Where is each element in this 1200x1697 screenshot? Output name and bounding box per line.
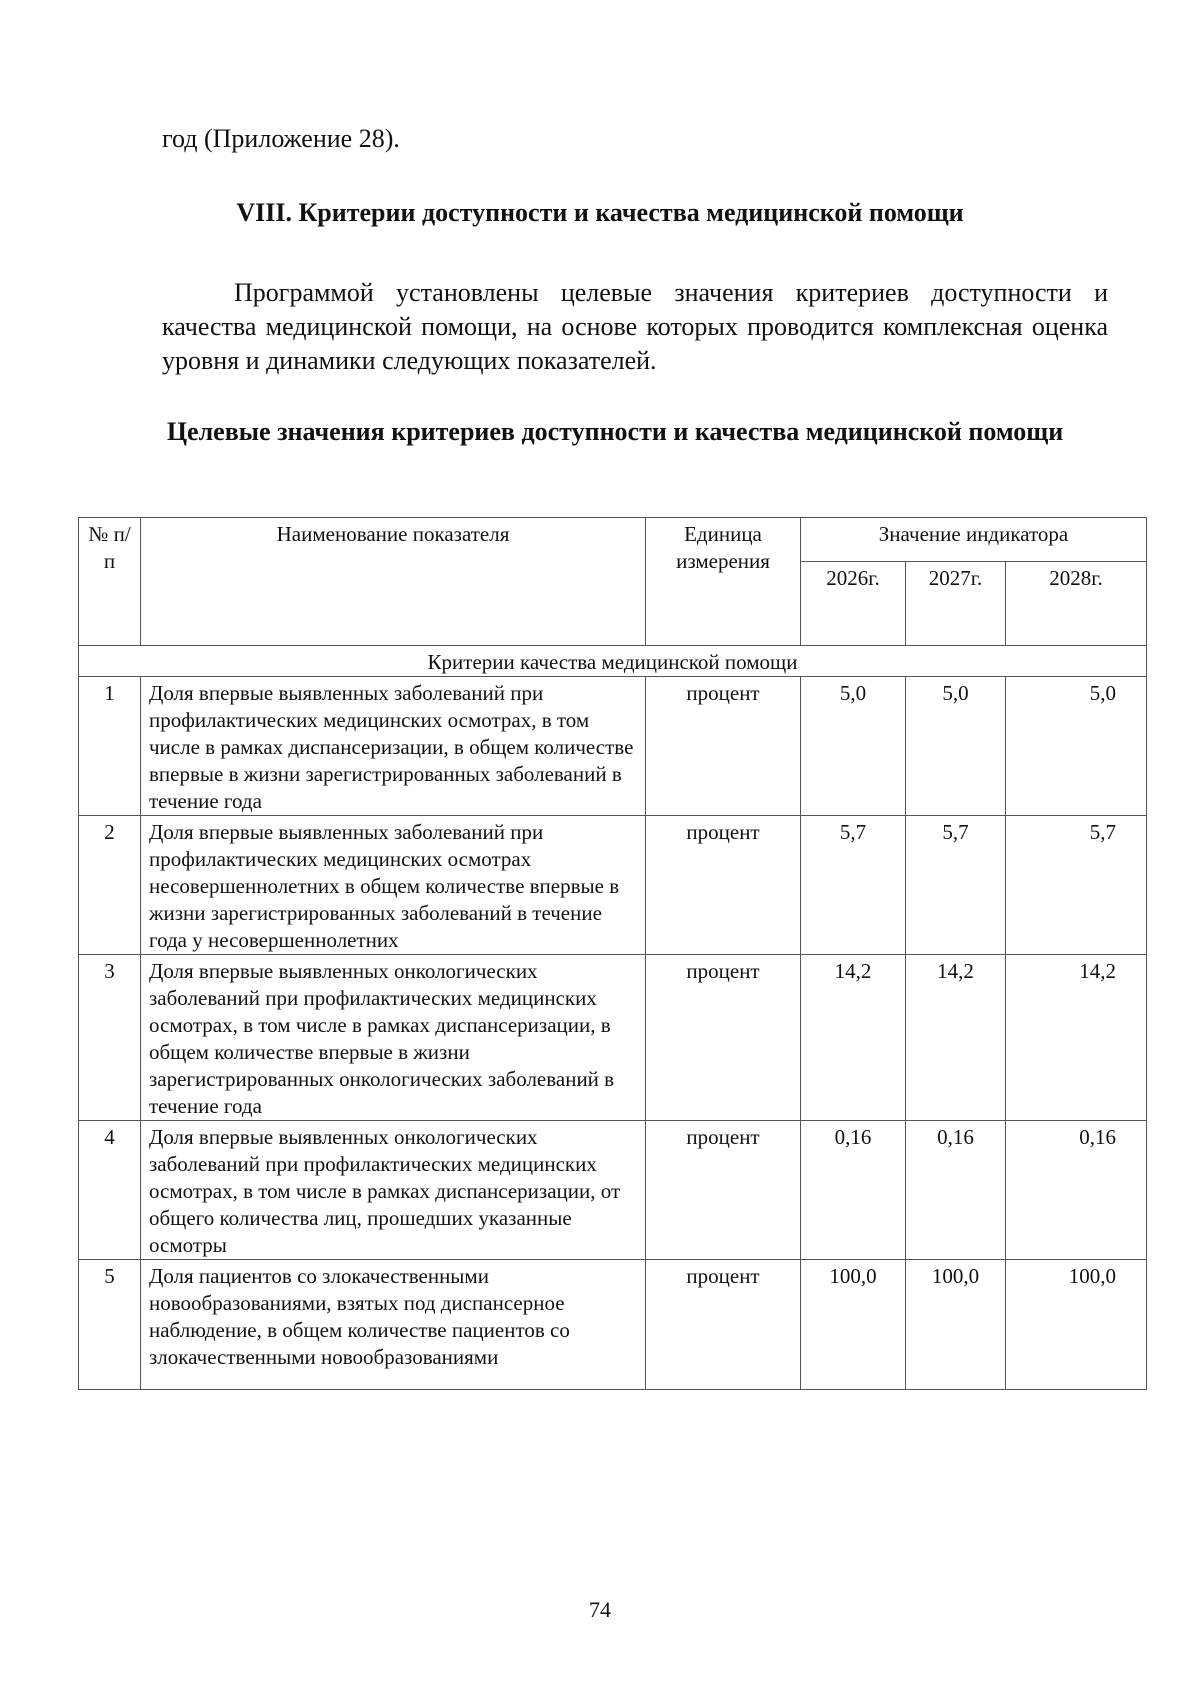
row-value-2028: 5,7	[1006, 816, 1147, 955]
section-heading: VIII. Критерии доступности и качества медицинской помощи	[236, 198, 964, 227]
row-value-2026: 0,16	[801, 1121, 906, 1260]
row-num: 2	[79, 816, 141, 955]
row-unit: процент	[646, 955, 801, 1121]
row-unit: процент	[646, 1121, 801, 1260]
row-value-2027: 100,0	[906, 1260, 1006, 1390]
intro-line: год (Приложение 28).	[162, 124, 400, 153]
row-num: 3	[79, 955, 141, 1121]
table-header-row	[79, 518, 1147, 562]
page-number: 74	[589, 1597, 611, 1622]
row-name: Доля впервые выявленных онкологических заболеваний при профилактических медицинских осмотрах, в том числе в рамках диспансеризации, в общем количестве впервые в жизни зарегистрированных онкологических заболеваний в течение года	[141, 955, 646, 1121]
intro-paragraph: Программой установлены целевые значения критериев доступности и качества медицинской помощи, на основе которых проводится комплексная оценка уровня и динамики следующих показателей.	[162, 278, 1108, 375]
table-title: Целевые значения критериев доступности и качества медицинской помощи	[166, 417, 1064, 446]
header-year-2026: 2026г.	[801, 562, 906, 646]
row-value-2028: 0,16	[1006, 1121, 1147, 1260]
row-name: Доля впервые выявленных заболеваний при профилактических медицинских осмотрах несовершеннолетних в общем количестве впервые в жизни зарегистрированных заболеваний в течение года у несовершеннолетних	[141, 816, 646, 955]
row-num: 5	[79, 1260, 141, 1390]
row-name: Доля впервые выявленных онкологических заболеваний при профилактических медицинских осмотрах, в том числе в рамках диспансеризации, от общего количества лиц, прошедших указанные осмотры	[141, 1121, 646, 1260]
table-row	[79, 955, 1147, 1121]
row-value-2027: 14,2	[906, 955, 1006, 1121]
row-value-2026: 5,0	[801, 677, 906, 816]
criteria-table	[78, 517, 1147, 1390]
row-value-2027: 5,0	[906, 677, 1006, 816]
row-value-2028: 5,0	[1006, 677, 1147, 816]
table-row	[79, 816, 1147, 955]
row-unit: процент	[646, 816, 801, 955]
row-value-2027: 0,16	[906, 1121, 1006, 1260]
section-label: Критерии качества медицинской помощи	[79, 646, 1147, 677]
row-value-2028: 14,2	[1006, 955, 1147, 1121]
table-row	[79, 677, 1147, 816]
header-year-2027: 2027г.	[906, 562, 1006, 646]
table-section-row	[79, 646, 1147, 677]
row-num: 4	[79, 1121, 141, 1260]
row-unit: процент	[646, 677, 801, 816]
header-year-2028: 2028г.	[1006, 562, 1147, 646]
row-value-2026: 5,7	[801, 816, 906, 955]
row-num: 1	[79, 677, 141, 816]
table-row	[79, 1121, 1147, 1260]
row-value-2027: 5,7	[906, 816, 1006, 955]
row-value-2026: 100,0	[801, 1260, 906, 1390]
header-indicator: Значение индикатора	[801, 518, 1147, 562]
header-num: № п/п	[79, 518, 141, 646]
table-row	[79, 1260, 1147, 1390]
row-value-2026: 14,2	[801, 955, 906, 1121]
row-value-2028: 100,0	[1006, 1260, 1147, 1390]
header-name: Наименование показателя	[141, 518, 646, 646]
row-unit: процент	[646, 1260, 801, 1390]
row-name: Доля впервые выявленных заболеваний при профилактических медицинских осмотрах, в том числе в рамках диспансеризации, в общем количестве впервые в жизни зарегистрированных заболеваний в течение года	[141, 677, 646, 816]
header-unit: Единица измерения	[646, 518, 801, 646]
row-name: Доля пациентов со злокачественными новообразованиями, взятых под диспансерное наблюдение, в общем количестве пациентов со злокачественными новообразованиями	[141, 1260, 646, 1390]
